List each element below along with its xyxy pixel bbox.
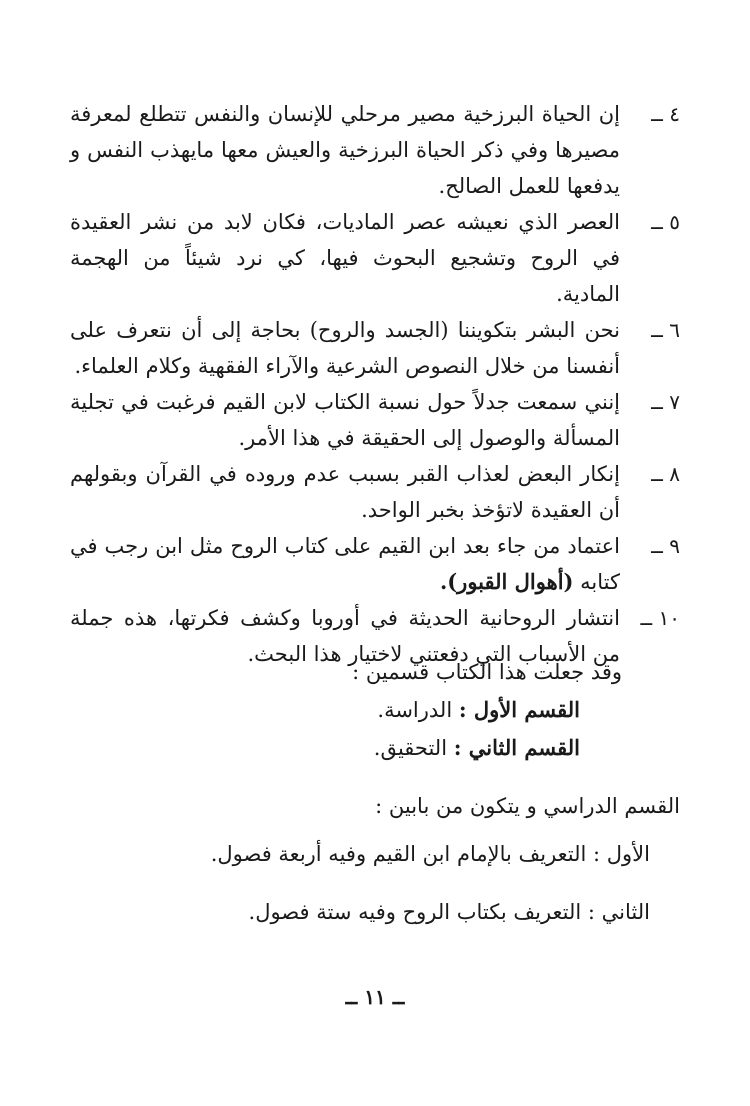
item-number: ٧ ــ (651, 390, 680, 414)
list-item (70, 384, 680, 456)
section-heading: القسم الدراسي و يتكون من بابين : (375, 794, 680, 818)
division-lead: وقد جعلت هذا الكتاب قسمين : (352, 660, 622, 684)
item-number: ٦ ــ (651, 318, 680, 342)
item-text: إن الحياة البرزخية مصير مرحلي للإنسان والنفس تتطلع لمعرفة مصيرها وفي ذكر الحياة البرزخية والعيش معها مايهذب النفس و يدفعها للعمل الصالح. (70, 102, 620, 198)
item-number: ٩ ــ (651, 534, 680, 558)
item-number: ٨ ــ (651, 462, 680, 486)
book-title: (أهوال القبور). (439, 569, 574, 594)
division-part-one (70, 691, 680, 729)
part-value: الدراسة. (377, 698, 453, 722)
chapters-list (70, 836, 650, 952)
chapter-one: الأول : التعريف بالإمام ابن القيم وفيه أربعة فصول. (210, 842, 650, 866)
item-text: انتشار الروحانية الحديثة في أوروبا وكشف فكرتها، هذه جملة من الأسباب التي دفعتني لاختيار هذا البحث. (70, 606, 620, 666)
division-part-two (70, 729, 680, 767)
item-text: نحن البشر بتكويننا (الجسد والروح) بحاجة إلى أن نتعرف على أنفسنا من خلال النصوص الشرعية والآراء الفقهية وكلام العلماء. (70, 318, 620, 378)
page-number: ــ ١١ ــ (345, 985, 405, 1009)
list-item (70, 312, 680, 384)
item-text: إنني سمعت جدلاً حول نسبة الكتاب لابن القيم فرغبت في تجلية المسألة والوصول إلى الحقيقة في هذا الأمر. (70, 390, 620, 450)
list-item (70, 456, 680, 528)
item-number: ١٠ ــ (640, 606, 680, 630)
item-text (70, 528, 620, 600)
item-text: إنكار البعض لعذاب القبر بسبب عدم وروده في القرآن وبقولهم أن العقيدة لاتؤخذ بخبر الواحد. (70, 462, 620, 522)
list-item (70, 204, 680, 312)
part-label: القسم الثاني : (453, 735, 580, 760)
book-division (70, 654, 680, 767)
item-text-plain: اعتماد من جاء بعد ابن القيم على كتاب الروح مثل ابن رجب في كتابه (70, 534, 620, 594)
item-text: العصر الذي نعيشه عصر الماديات، فكان لابد من نشر العقيدة في الروح وتشجيع البحوث فيها، كي نرد شيئاً من الهجمة المادية. (70, 210, 620, 306)
item-number: ٥ ــ (651, 210, 680, 234)
item-number: ٤ ــ (651, 102, 680, 126)
part-label: القسم الأول : (458, 697, 580, 722)
chapter-two: الثاني : التعريف بكتاب الروح وفيه ستة فصول. (248, 900, 650, 924)
list-item (70, 528, 680, 600)
reasons-list (70, 96, 680, 672)
list-item (70, 96, 680, 204)
part-value: التحقيق. (373, 736, 448, 760)
